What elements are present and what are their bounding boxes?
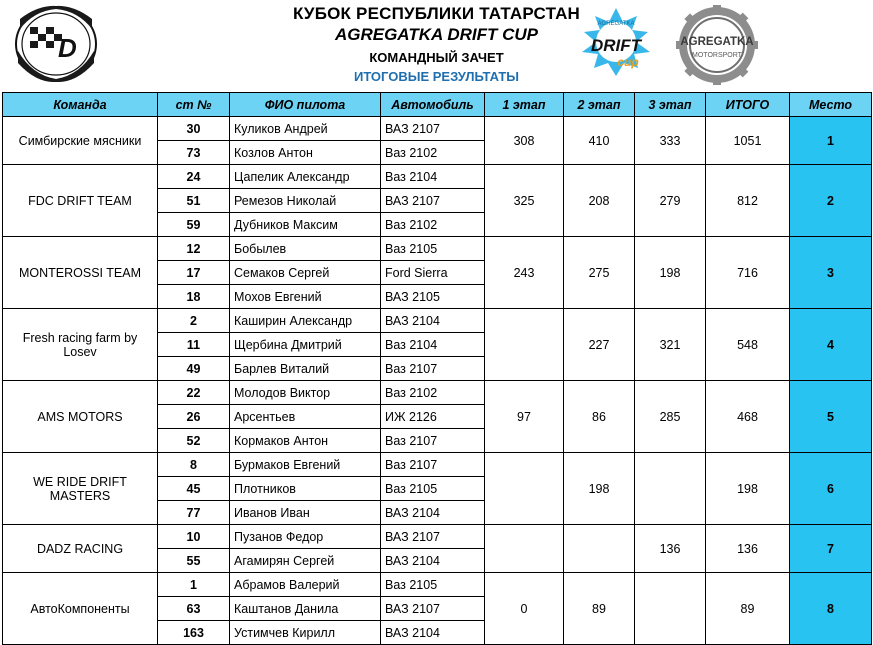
svg-text:D: D xyxy=(58,33,77,63)
start-number-cell: 30 xyxy=(158,117,230,141)
stage-2-score-cell: 89 xyxy=(564,573,635,645)
car-model-cell: Ваз 2107 xyxy=(381,357,485,381)
final-results-title: ИТОГОВЫЕ РЕЗУЛЬТАТЫ xyxy=(353,69,520,84)
stage-1-score-cell xyxy=(485,309,564,381)
stage-2-score-cell: 86 xyxy=(564,381,635,453)
column-header-stage-3: 3 этап xyxy=(635,93,706,117)
pilot-name-cell: Кормаков Антон xyxy=(230,429,381,453)
start-number-cell: 8 xyxy=(158,453,230,477)
svg-text:MOTORSPORT: MOTORSPORT xyxy=(692,52,742,59)
table-row xyxy=(3,165,872,189)
pilot-name-cell: Дубников Максим xyxy=(230,213,381,237)
place-cell: 2 xyxy=(790,165,872,237)
start-number-cell: 163 xyxy=(158,621,230,645)
stage-1-score-cell: 325 xyxy=(485,165,564,237)
pilot-name-cell: Бобылев xyxy=(230,237,381,261)
start-number-cell: 49 xyxy=(158,357,230,381)
stage-1-score-cell: 243 xyxy=(485,237,564,309)
stage-1-score-cell: 308 xyxy=(485,117,564,165)
stage-2-score-cell: 275 xyxy=(564,237,635,309)
car-model-cell: Ваз 2102 xyxy=(381,213,485,237)
car-model-cell: Ваз 2105 xyxy=(381,573,485,597)
stage-1-score-cell xyxy=(485,525,564,573)
pilot-name-cell: Агамирян Сергей xyxy=(230,549,381,573)
start-number-cell: 59 xyxy=(158,213,230,237)
column-header-start-no: ст № xyxy=(158,93,230,117)
car-model-cell: ВАЗ 2104 xyxy=(381,309,485,333)
car-model-cell: Ваз 2107 xyxy=(381,429,485,453)
total-score-cell: 812 xyxy=(706,165,790,237)
start-number-cell: 51 xyxy=(158,189,230,213)
start-number-cell: 17 xyxy=(158,261,230,285)
column-header-pilot: ФИО пилота xyxy=(230,93,381,117)
pilot-name-cell: Щербина Дмитрий xyxy=(230,333,381,357)
results-table xyxy=(2,92,872,645)
cup-subtitle: AGREGATKA DRIFT CUP xyxy=(334,25,539,44)
car-model-cell: Ваз 2102 xyxy=(381,141,485,165)
stage-1-score-cell: 0 xyxy=(485,573,564,645)
start-number-cell: 1 xyxy=(158,573,230,597)
table-row xyxy=(3,453,872,477)
pilot-name-cell: Арсентьев xyxy=(230,405,381,429)
pilot-name-cell: Плотников xyxy=(230,477,381,501)
team-name-cell: Симбирские мясники xyxy=(3,117,158,165)
total-score-cell: 198 xyxy=(706,453,790,525)
place-cell: 6 xyxy=(790,453,872,525)
drift-cup-logo xyxy=(578,6,654,82)
agregatka-motorsport-logo xyxy=(676,5,758,85)
table-body xyxy=(3,117,872,645)
table-row xyxy=(3,117,872,141)
car-model-cell: ВАЗ 2105 xyxy=(381,285,485,309)
team-name-cell: AMS MOTORS xyxy=(3,381,158,453)
total-score-cell: 716 xyxy=(706,237,790,309)
start-number-cell: 77 xyxy=(158,501,230,525)
column-header-car: Автомобиль xyxy=(381,93,485,117)
start-number-cell: 24 xyxy=(158,165,230,189)
start-number-cell: 55 xyxy=(158,549,230,573)
table-header-row xyxy=(3,93,872,117)
car-model-cell: ВАЗ 2104 xyxy=(381,549,485,573)
stage-2-score-cell: 208 xyxy=(564,165,635,237)
stage-3-score-cell xyxy=(635,453,706,525)
total-score-cell: 468 xyxy=(706,381,790,453)
place-cell: 8 xyxy=(790,573,872,645)
team-name-cell: FDC DRIFT TEAM xyxy=(3,165,158,237)
place-cell: 7 xyxy=(790,525,872,573)
column-header-place: Место xyxy=(790,93,872,117)
stage-1-score-cell xyxy=(485,453,564,525)
column-header-team: Команда xyxy=(3,93,158,117)
stage-2-score-cell: 227 xyxy=(564,309,635,381)
total-score-cell: 136 xyxy=(706,525,790,573)
table-row xyxy=(3,525,872,549)
pilot-name-cell: Устимчев Кирилл xyxy=(230,621,381,645)
start-number-cell: 10 xyxy=(158,525,230,549)
stage-3-score-cell: 321 xyxy=(635,309,706,381)
team-name-cell: АвтоКомпоненты xyxy=(3,573,158,645)
total-score-cell: 548 xyxy=(706,309,790,381)
car-model-cell: Ваз 2104 xyxy=(381,333,485,357)
total-score-cell: 1051 xyxy=(706,117,790,165)
car-model-cell: Ваз 2104 xyxy=(381,165,485,189)
stage-1-score-cell: 97 xyxy=(485,381,564,453)
start-number-cell: 52 xyxy=(158,429,230,453)
pilot-name-cell: Цапелик Александр xyxy=(230,165,381,189)
car-model-cell: ВАЗ 2107 xyxy=(381,525,485,549)
start-number-cell: 26 xyxy=(158,405,230,429)
total-score-cell: 89 xyxy=(706,573,790,645)
pilot-name-cell: Пузанов Федор xyxy=(230,525,381,549)
pilot-name-cell: Молодов Виктор xyxy=(230,381,381,405)
cup-title: КУБОК РЕСПУБЛИКИ ТАТАРСТАН xyxy=(292,4,581,23)
place-cell: 5 xyxy=(790,381,872,453)
start-number-cell: 73 xyxy=(158,141,230,165)
stage-2-score-cell: 410 xyxy=(564,117,635,165)
stage-2-score-cell: 198 xyxy=(564,453,635,525)
start-number-cell: 45 xyxy=(158,477,230,501)
team-name-cell: MONTEROSSI TEAM xyxy=(3,237,158,309)
car-model-cell: Ваз 2107 xyxy=(381,453,485,477)
pilot-name-cell: Каширин Александр xyxy=(230,309,381,333)
svg-text:AGREGATKA: AGREGATKA xyxy=(680,36,754,48)
pilot-name-cell: Абрамов Валерий xyxy=(230,573,381,597)
pilot-name-cell: Ремезов Николай xyxy=(230,189,381,213)
stage-3-score-cell: 279 xyxy=(635,165,706,237)
pilot-name-cell: Мохов Евгений xyxy=(230,285,381,309)
place-cell: 1 xyxy=(790,117,872,165)
team-name-cell: DADZ RACING xyxy=(3,525,158,573)
pilot-name-cell: Иванов Иван xyxy=(230,501,381,525)
column-header-stage-1: 1 этап xyxy=(485,93,564,117)
pilot-name-cell: Куликов Андрей xyxy=(230,117,381,141)
car-model-cell: Ваз 2102 xyxy=(381,381,485,405)
start-number-cell: 22 xyxy=(158,381,230,405)
stage-3-score-cell xyxy=(635,573,706,645)
pilot-name-cell: Барлев Виталий xyxy=(230,357,381,381)
car-model-cell: Ford Sierra xyxy=(381,261,485,285)
car-model-cell: ВАЗ 2107 xyxy=(381,597,485,621)
start-number-cell: 12 xyxy=(158,237,230,261)
team-name-cell: WE RIDE DRIFT MASTERS xyxy=(3,453,158,525)
car-model-cell: ИЖ 2126 xyxy=(381,405,485,429)
pilot-name-cell: Козлов Антон xyxy=(230,141,381,165)
stage-2-score-cell xyxy=(564,525,635,573)
car-model-cell: ВАЗ 2104 xyxy=(381,621,485,645)
column-header-total: ИТОГО xyxy=(706,93,790,117)
svg-text:AGREGATKA: AGREGATKA xyxy=(597,21,635,27)
stage-3-score-cell: 285 xyxy=(635,381,706,453)
car-model-cell: Ваз 2105 xyxy=(381,237,485,261)
column-header-stage-2: 2 этап xyxy=(564,93,635,117)
document-header xyxy=(0,0,873,92)
svg-text:cup: cup xyxy=(617,55,639,69)
car-model-cell: ВАЗ 2104 xyxy=(381,501,485,525)
start-number-cell: 11 xyxy=(158,333,230,357)
table-row xyxy=(3,237,872,261)
stage-3-score-cell: 333 xyxy=(635,117,706,165)
pilot-name-cell: Семаков Сергей xyxy=(230,261,381,285)
stage-3-score-cell: 198 xyxy=(635,237,706,309)
car-model-cell: Ваз 2105 xyxy=(381,477,485,501)
place-cell: 3 xyxy=(790,237,872,309)
svg-text:DRIFT: DRIFT xyxy=(590,36,642,55)
table-row xyxy=(3,573,872,597)
classification-title: КОМАНДНЫЙ ЗАЧЕТ xyxy=(369,50,504,65)
pilot-name-cell: Бурмаков Евгений xyxy=(230,453,381,477)
start-number-cell: 63 xyxy=(158,597,230,621)
start-number-cell: 2 xyxy=(158,309,230,333)
car-model-cell: ВАЗ 2107 xyxy=(381,117,485,141)
table-row xyxy=(3,381,872,405)
start-number-cell: 18 xyxy=(158,285,230,309)
pilot-name-cell: Каштанов Данила xyxy=(230,597,381,621)
team-name-cell: Fresh racing farm by Losev xyxy=(3,309,158,381)
table-row xyxy=(3,309,872,333)
car-model-cell: ВАЗ 2107 xyxy=(381,189,485,213)
place-cell: 4 xyxy=(790,309,872,381)
stage-3-score-cell: 136 xyxy=(635,525,706,573)
